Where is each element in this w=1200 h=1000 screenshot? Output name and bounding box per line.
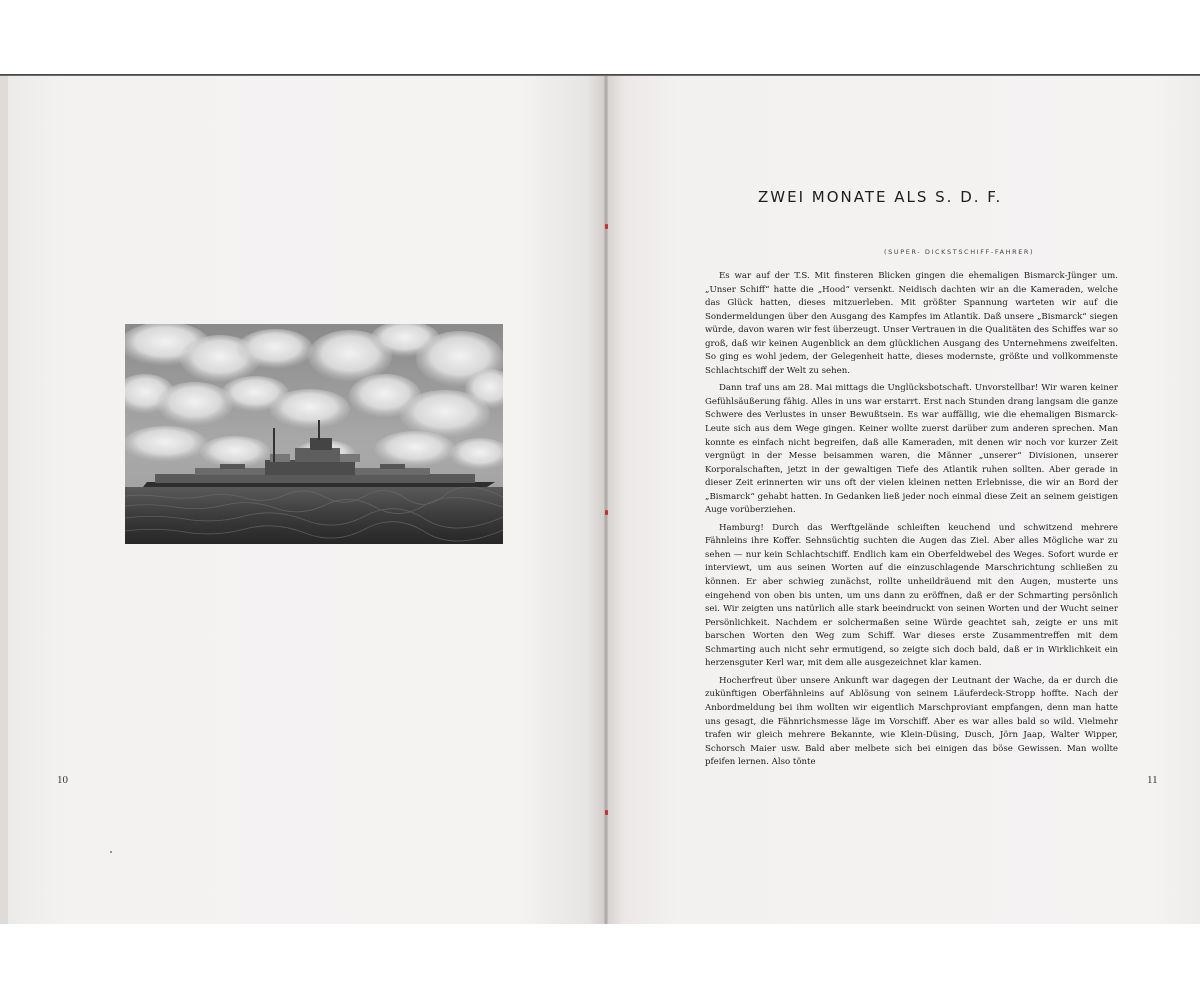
- paragraph: Es war auf der T.S. Mit finsteren Blicken gingen die ehemaligen Bismarck-Jünger um. „Unser Schiff“ hatte die „Hood“ versenkt. Neidisch dachten wir an die Kameraden, welche das Glück hatten, dieses mitzuerleben. Mit größter Spannung warteten wir auf die Sondermeldungen über den Ausgang des Kampfes im Atlantik. Daß unsere „Bismarck“ siegen würde, davon waren wir fest überzeugt. Unser Vertrauen in die Qualitäten des Schiffes war so groß, daß wir keinen Augenblick an dem glücklichen Ausgang des Unternehmens zweifelten. So ging es wohl jedem, der Gelegenheit hatte, dieses modernste, größte und vollkommenste Schlachtschiff der Welt zu sehen.: [705, 271, 1118, 376]
- binding-stitch: [605, 224, 608, 229]
- chapter-body: [705, 270, 1118, 774]
- binding-stitch: [605, 810, 608, 815]
- binding-stitch: [605, 510, 608, 515]
- page-number-left: 10: [57, 774, 68, 786]
- chapter-subtitle: (SUPER- DICKSTSCHIFF-FAHRER): [884, 248, 1035, 256]
- page-number-right: 11: [1147, 774, 1158, 786]
- paragraph: Hocherfreut über unsere Ankunft war dagegen der Leutnant der Wache, da er durch die zukünftigen Oberfähnleins auf Ablösung von seinem Läuferdeck-Stropp hoffte. Nach der Anbordmeldung bei ihm wollten wir eigentlich Marschproviant empfangen, denn man hatte uns gesagt, die Fähnrichsmesse läge im Vorschiff. Aber es war alles bald so wild. Vielmehr trafen wir gleich mehrere Bekannte, wie Klein-Düsing, Dusch, Jörn Jaap, Walter Wipper, Schorsch Maier usw. Bald aber melbete sich bei einigen das böse Gewissen. Man wollte pfeifen lernen. Also tönte: [705, 675, 1118, 768]
- chapter-title: ZWEI MONATE ALS S. D. F.: [758, 188, 1003, 206]
- book-gutter: [604, 76, 608, 924]
- paragraph: Hamburg! Durch das Werftgelände schleiften keuchend und schwitzend mehrere Fähnleins ihre Koffer. Sehnsüchtig suchten die Augen das Ziel. Aber alles Mögliche war zu sehen — nur kein Schlachtschiff. Endlich kam ein Oberfeldwebel des Weges. Sofort wurde er interviewt, um aus seinen Worten auf die einzuschlagende Marschrichtung schließen zu können. Er aber schwieg zunächst, rollte unheildräuend mit den Augen, musterte uns eingehend von oben bis unten, um uns dann zu eröffnen, daß er der Schmarting persönlich sei. Wir zeigten uns natürlich alle stark beeindruckt von seinen Worten und der Wucht seiner Persönlichkeit. Nachdem er solchermaßen seine Würde geachtet sah, zeigte er uns mit barschen Worten den Weg zum Schiff. War dieses erste Zusammentreffen mit dem Schmarting auch nicht sehr ermutigend, so zeigte sich doch bald, daß er in Wirklichkeit ein herzensguter Kerl war, mit dem alle ausgezeichnet klar kamen.: [705, 522, 1118, 669]
- left-edge-shadow: [0, 76, 8, 924]
- paragraph: Dann traf uns am 28. Mai mittags die Unglücksbotschaft. Unvorstellbar! Wir waren keiner Gefühlsäußerung fähig. Alles in uns war erstarrt. Erst nach Stunden drang langsam die ganze Schwere des Verlustes in unser Bewußtsein. Es war auffällig, wie die ehemaligen Bismarck-Leute sich aus dem Wege gingen. Keiner wollte zuerst darüber zum anderen sprechen. Man konnte es einfach nicht begreifen, daß alle Kameraden, mit denen wir noch vor kurzer Zeit vergnügt in der Messe beisammen waren, die Männer „unserer“ Divisionen, unserer Korporalschaften, jetzt in der gewaltigen Tiefe des Atlantik ruhen sollten. Aber gerade in dieser Zeit erinnerten wir uns oft der vielen kleinen netten Erlebnisse, die wir an Bord der „Bismarck“ gehabt hatten. In Gedanken ließ jeder noch einmal diese Zeit an seinem geistigen Auge vorüberziehen.: [705, 383, 1118, 516]
- paper-speck: [110, 851, 112, 853]
- battleship-photo: [125, 324, 503, 544]
